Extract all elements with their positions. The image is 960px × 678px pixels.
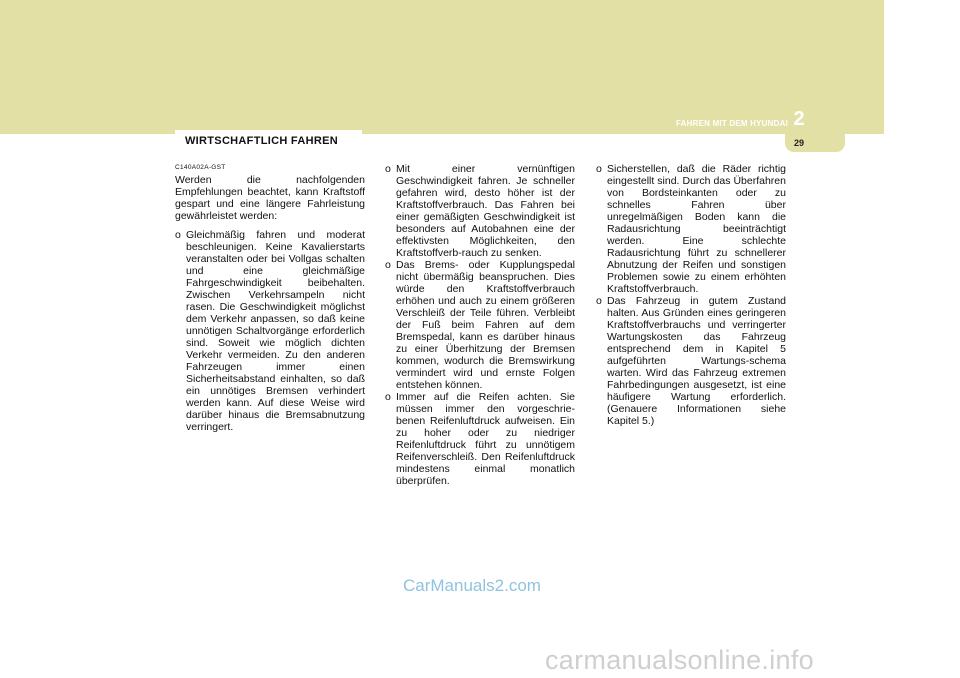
- header-band: [0, 0, 884, 134]
- bullet-text: Das Brems- oder Kupplungspedal nicht übermäßig beanspruchen. Dies würde den Kraftstoffverbrauch erhöhen und auch zu einem größeren Verschleiß der Teile führen. Verbleibt der Fuß beim Fahren auf dem Bremspedal, kann es darüber hinaus zu einer Überhitzung der Bremsen kommen, wodurch die Bremswirkung vermindert wird und ernste Folgen entstehen können.: [396, 259, 575, 391]
- bullet-mark: o: [385, 163, 391, 175]
- bullet-mark: o: [175, 229, 181, 241]
- footer-watermark: carmanualsonline.info: [545, 645, 814, 675]
- bullet-item: [385, 163, 575, 259]
- bullet-text: Mit einer vernünftigen Geschwindigkeit fahren. Je schneller gefahren wird, desto höher ist der Kraftstoffverbrauch. Das Fahren bei einer gemäßigten Geschwindigkeit ist besonders auf Autobahnen eine der effektivsten Möglichkeiten, den Kraftstoffverb-rauch zu senken.: [396, 163, 575, 259]
- intro-paragraph: Werden die nachfolgenden Empfehlungen beachtet, kann Kraftstoff gespart und eine längere Fahrleistung gewährleistet werden:: [175, 174, 365, 222]
- site-watermark-link[interactable]: CarManuals2.com: [403, 576, 541, 595]
- bullet-text: Das Fahrzeug in gutem Zustand halten. Aus Gründen eines geringeren Kraftstoffverbrauchs und verringerter Wartungskosten das Fahrzeug entsprechend dem in Kapitel 5 aufgeführten Wartungs-schema warten. Wird das Fahrzeug extremen Fahrbedingungen ausgesetzt, ist eine häufigere Wartung erforderlich. (Genauere Informationen siehe Kapitel 5.): [607, 295, 786, 427]
- bullet-text: Immer auf die Reifen achten. Sie müssen immer den vorgeschrie-benen Reifenluftdruck aufweisen. Ein zu hoher oder zu niedriger Reifenluftdruck führt zu unnötigem Reifenverschleiß. Den Reifenluftdruck mindestens einmal monatlich überprüfen.: [396, 391, 575, 487]
- bullet-item: [385, 259, 575, 391]
- bullet-mark: o: [596, 163, 602, 175]
- bullet-item: [385, 391, 575, 487]
- text-column-1: [175, 162, 365, 433]
- chapter-number: 2: [793, 108, 805, 130]
- bullet-item: [596, 163, 786, 295]
- page-number: 29: [793, 138, 804, 148]
- document-code: C140A02A-GST: [175, 164, 226, 171]
- bullet-mark: o: [596, 295, 602, 307]
- bullet-text: Sicherstellen, daß die Räder richtig eingestellt sind. Durch das Überfahren von Bordsteinkanten oder zu schnelles Fahren über unregelmäßigen Boden kann die Radausrichtung beeinträchtigt werden. Eine schlechte Radausrichtung führt zu schnellerer Abnutzung der Reifen und sonstigen Problemen sowie zu einem erhöhten Kraftstoffverbrauch.: [607, 163, 786, 295]
- section-title: WIRTSCHAFTLICH FAHREN: [175, 130, 362, 153]
- bullet-item: [175, 229, 365, 433]
- text-column-2: [385, 163, 575, 487]
- chapter-label: FAHREN MIT DEM HYUNDAI: [676, 119, 788, 128]
- text-column-3: [596, 163, 786, 427]
- bullet-text: Gleichmäßig fahren und moderat beschleunigen. Keine Kavalierstarts veranstalten oder bei Vollgas schalten und eine gleichmäßige Fahrgeschwindigkeit beibehalten. Zwischen Verkehrsampeln nicht rasen. Die Geschwindigkeit möglichst dem Verkehr anpassen, so daß keine unnötigen Schaltvorgänge erforderlich sind. Soweit wie möglich dichten Verkehr vermeiden. Zu den anderen Fahrzeugen immer einen Sicherheitsabstand einhalten, so daß ein unnötiges Bremsen verhindert werden kann. Auf diese Weise wird darüber hinaus die Bremsabnutzung verringert.: [186, 229, 365, 433]
- bullet-mark: o: [385, 391, 391, 403]
- bullet-mark: o: [385, 259, 391, 271]
- bullet-item: [596, 295, 786, 427]
